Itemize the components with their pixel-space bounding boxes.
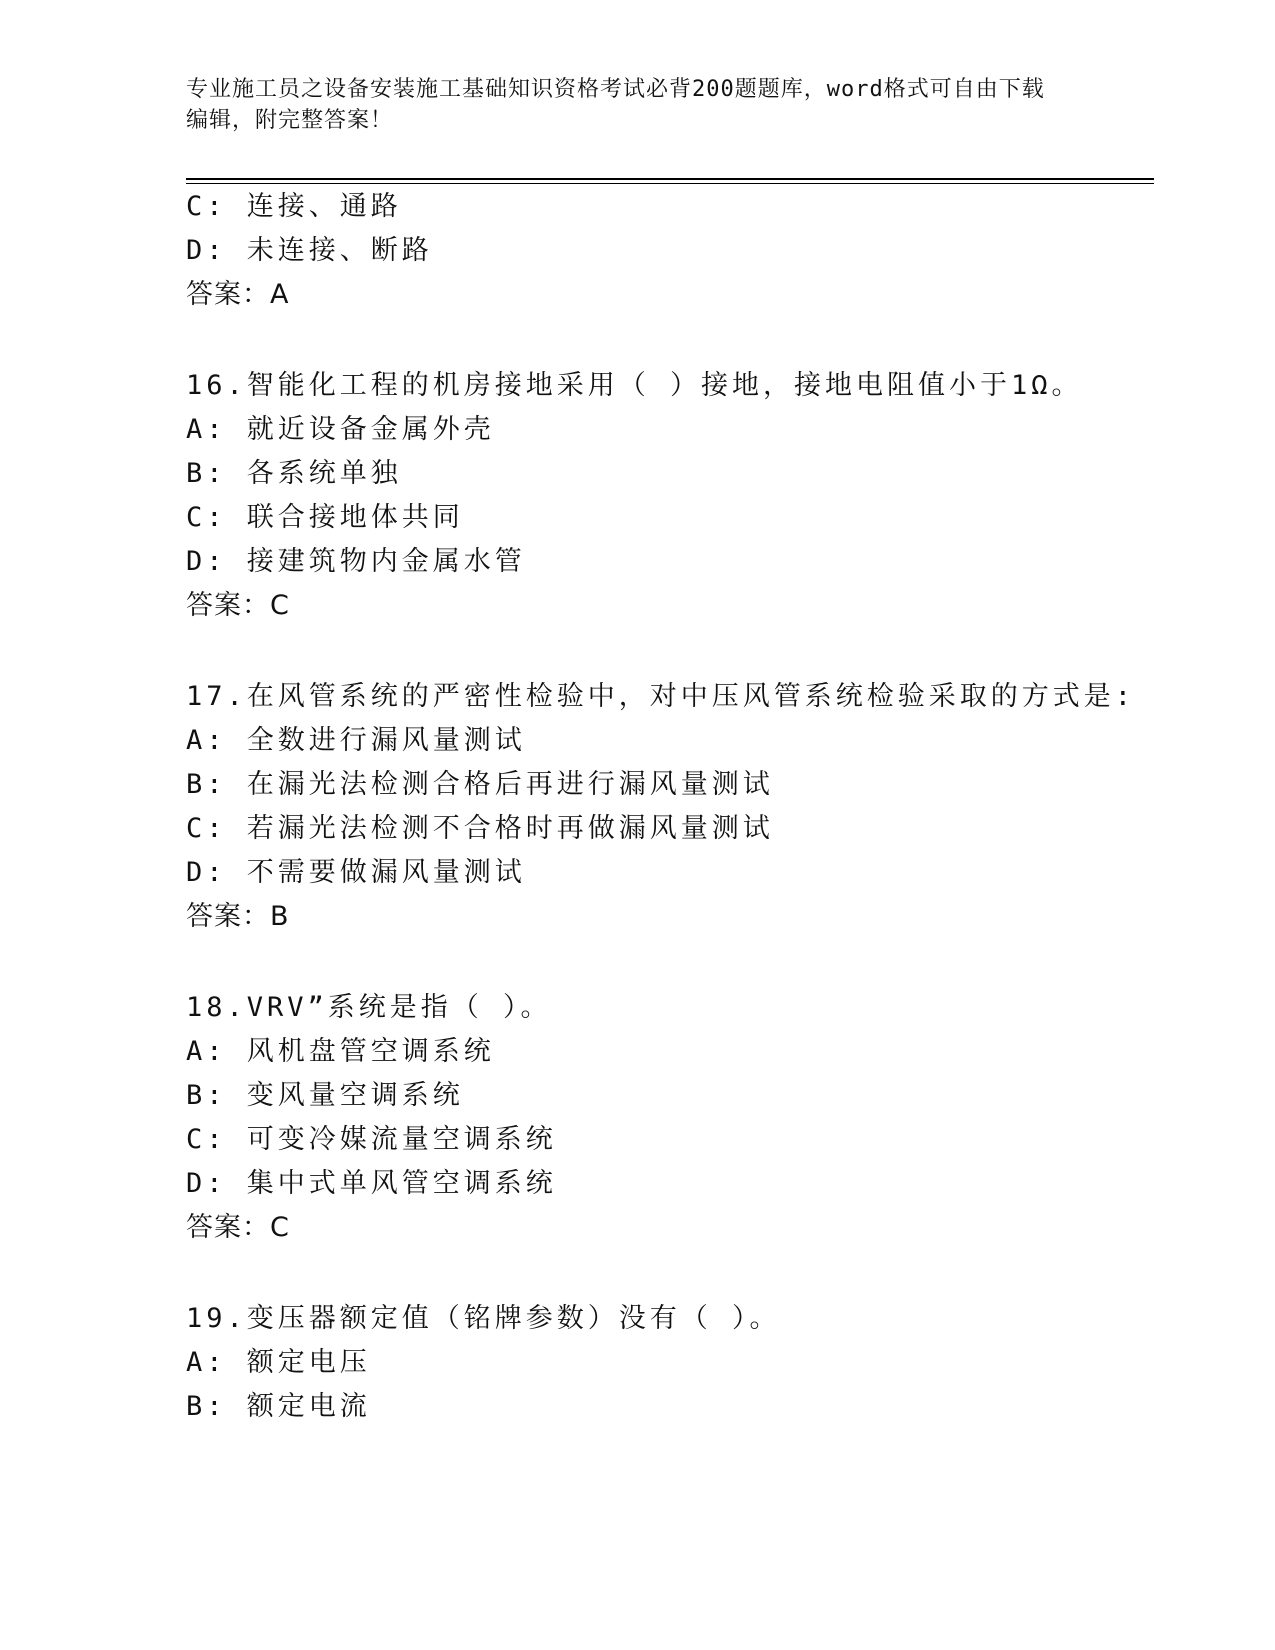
q18-stem: 18.VRV”系统是指（ ）。 <box>186 992 552 1023</box>
q18-option-d: D: 集中式单风管空调系统 <box>186 1168 557 1199</box>
q18-option-c: C: 可变冷媒流量空调系统 <box>186 1124 557 1155</box>
q19-option-b: B: 额定电流 <box>186 1391 371 1422</box>
q17-stem: 17.在风管系统的严密性检验中，对中压风管系统检验采取的方式是: <box>186 681 1136 712</box>
q17-option-a: A: 全数进行漏风量测试 <box>186 725 526 756</box>
q19-stem: 19.变压器额定值（铭牌参数）没有（ ）。 <box>186 1303 781 1334</box>
header-divider-thick <box>186 178 1154 180</box>
q15-option-c: C: 连接、通路 <box>186 191 402 222</box>
q16-option-b: B: 各系统单独 <box>186 458 402 489</box>
document-header: 专业施工员之设备安装施工基础知识资格考试必背200题题库，word格式可自由下载编辑，附完整答案！ <box>186 77 1045 133</box>
q16-option-a: A: 就近设备金属外壳 <box>186 414 495 445</box>
q16-option-d: D: 接建筑物内金属水管 <box>186 546 526 577</box>
q18-answer: 答案：C <box>186 1212 290 1243</box>
q15-answer: 答案：A <box>186 279 290 310</box>
q17-option-c: C: 若漏光法检测不合格时再做漏风量测试 <box>186 813 774 844</box>
q17-option-d: D: 不需要做漏风量测试 <box>186 857 526 888</box>
header-divider-thin <box>186 183 1154 184</box>
q16-option-c: C: 联合接地体共同 <box>186 502 464 533</box>
q17-answer: 答案：B <box>186 901 290 932</box>
q16-stem: 16.智能化工程的机房接地采用（ ）接地，接地电阻值小于1Ω。 <box>186 370 1083 401</box>
q18-option-a: A: 风机盘管空调系统 <box>186 1036 495 1067</box>
q17-option-b: B: 在漏光法检测合格后再进行漏风量测试 <box>186 769 774 800</box>
q15-option-d: D: 未连接、断路 <box>186 235 433 266</box>
q18-option-b: B: 变风量空调系统 <box>186 1080 464 1111</box>
q16-answer: 答案：C <box>186 590 290 621</box>
q19-option-a: A: 额定电压 <box>186 1347 371 1378</box>
